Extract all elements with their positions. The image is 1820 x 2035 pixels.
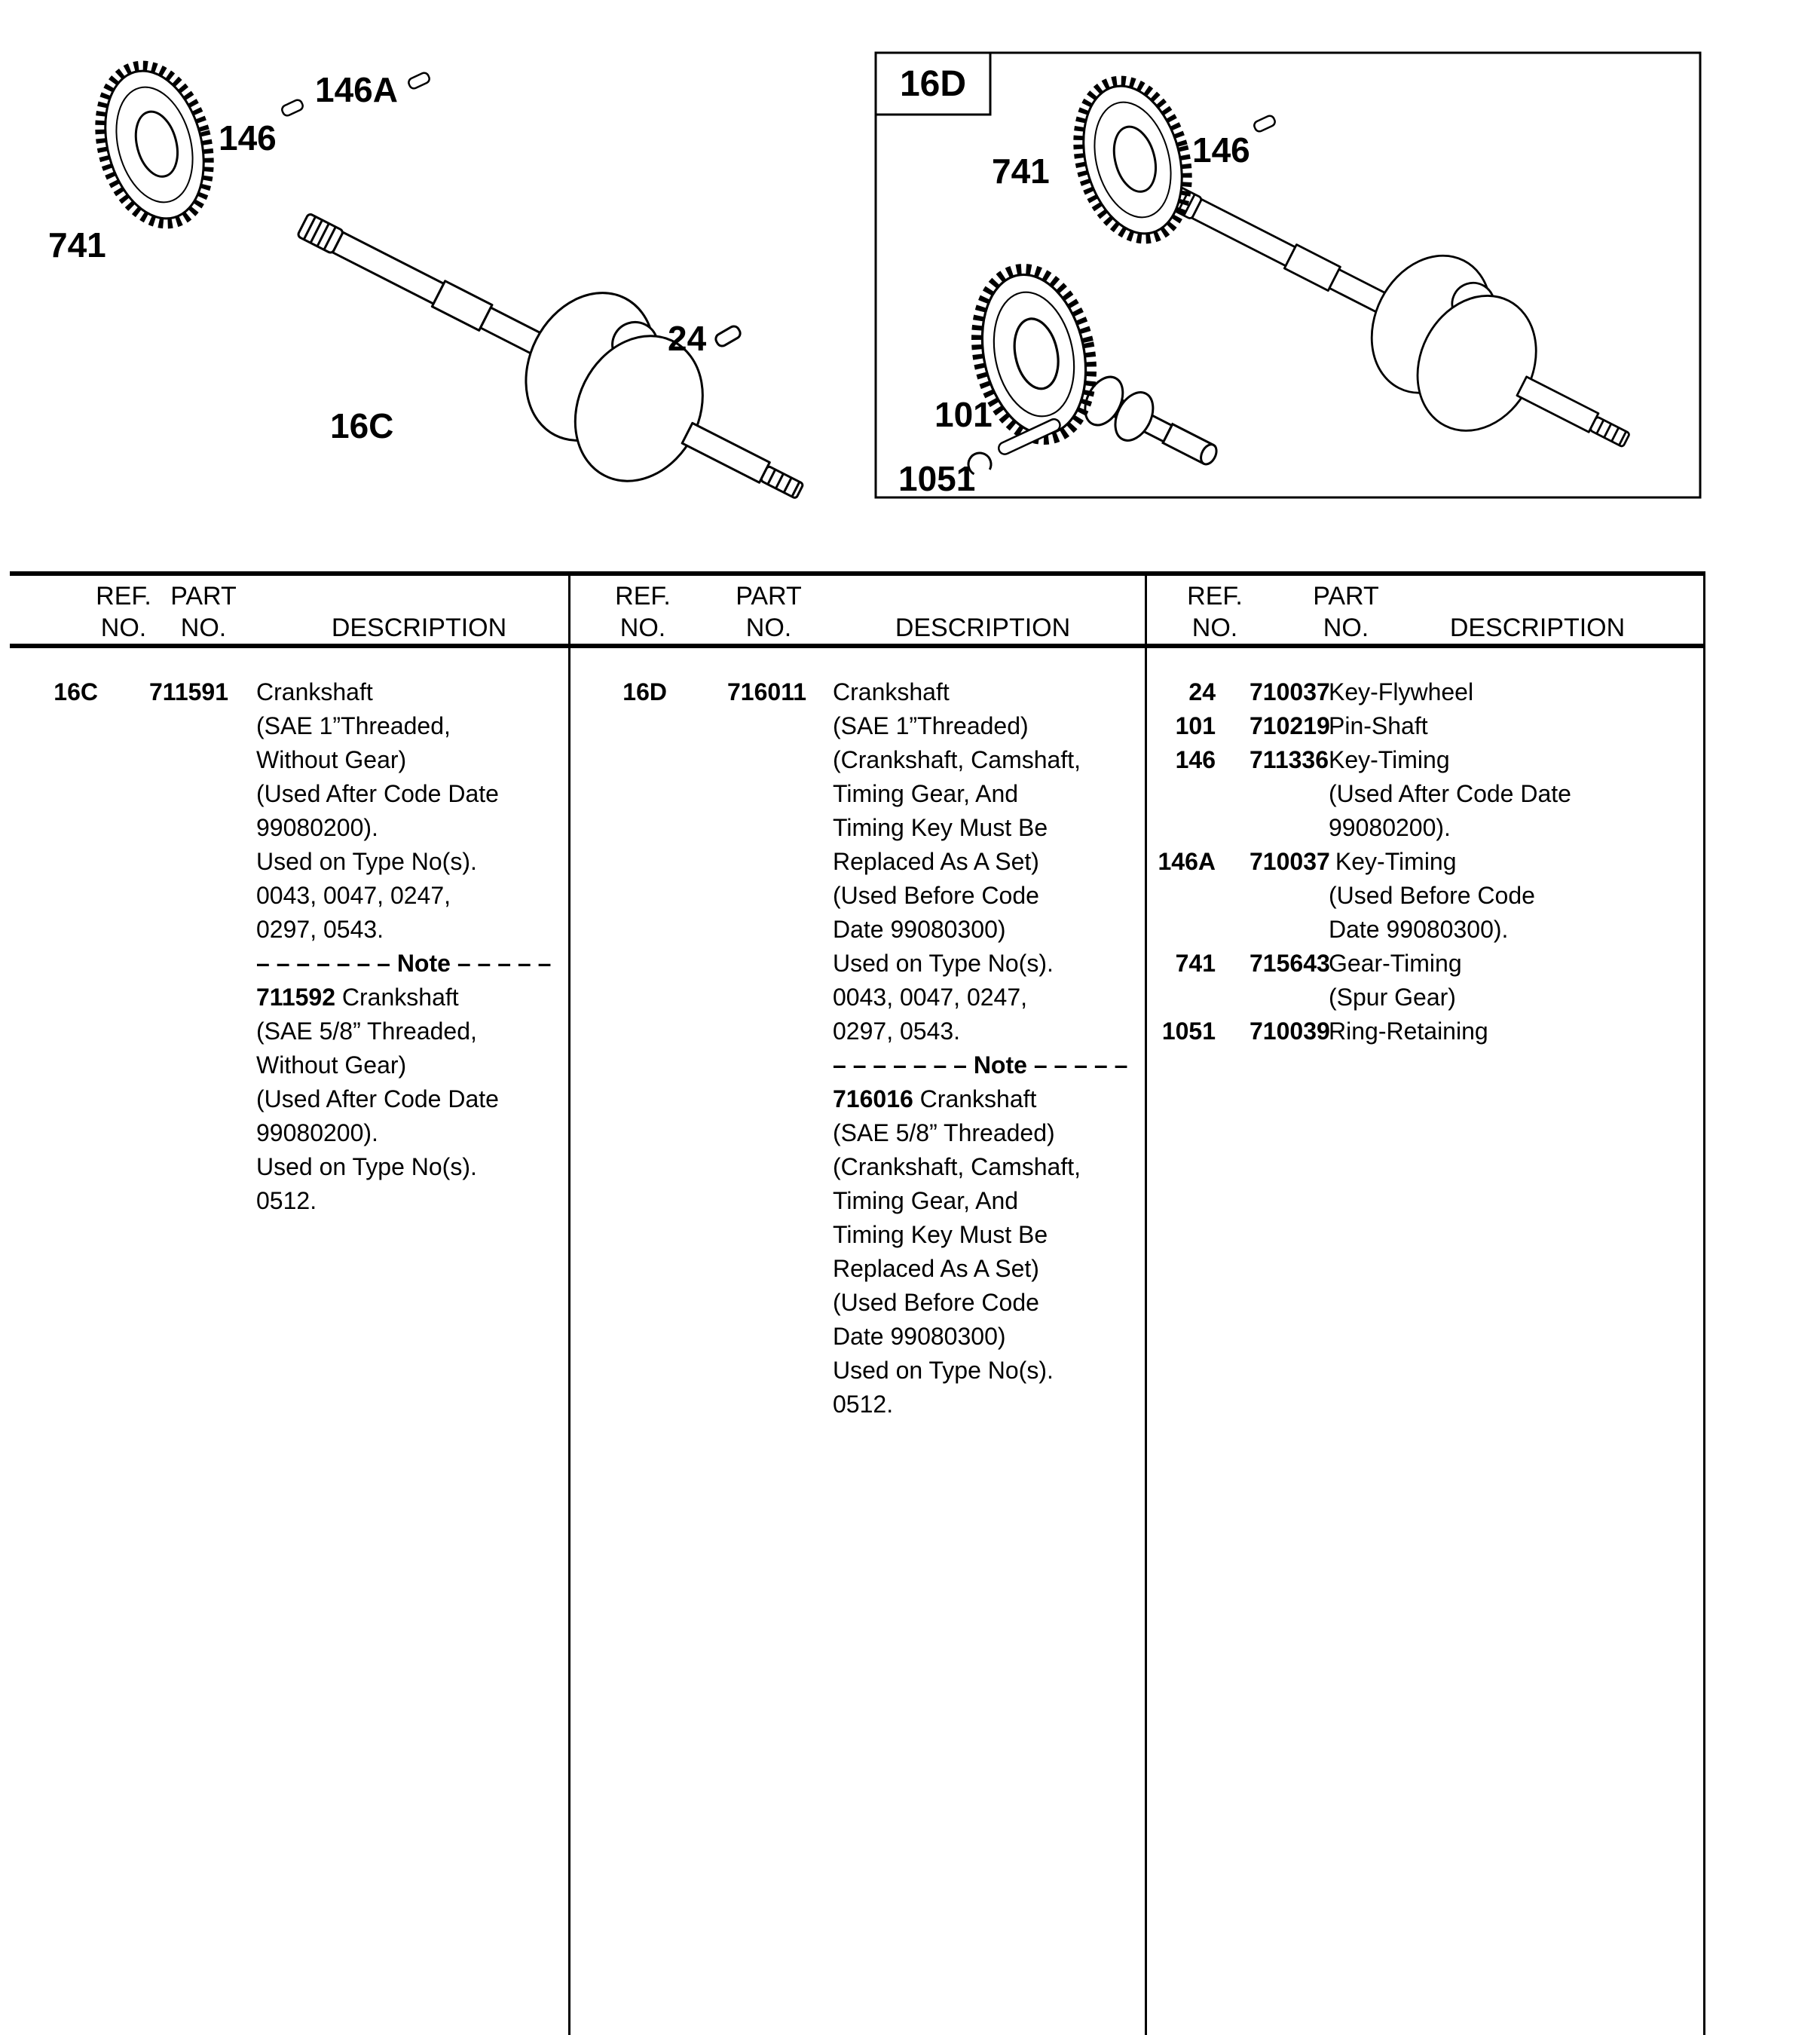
table-desc-cell: 716016 Crankshaft	[833, 1085, 1037, 1112]
table-desc-cell: Timing Gear, And	[833, 780, 1019, 807]
table-desc-cell: – – – – – – – Note – – – – –	[256, 950, 552, 977]
key-146a-icon	[407, 72, 430, 90]
table-desc-cell: (SAE 5/8” Threaded)	[833, 1119, 1055, 1146]
table-desc-cell: (Used After Code Date	[256, 780, 499, 807]
table-desc-cell: Crankshaft	[833, 678, 950, 705]
table-desc-cell: 0297, 0543.	[833, 1017, 961, 1045]
header-part-label: NO.	[1323, 614, 1369, 642]
table-desc-cell: Used on Type No(s).	[256, 848, 477, 875]
table-ref-cell: 16D	[622, 678, 667, 705]
table-desc-cell: Replaced As A Set)	[833, 1255, 1039, 1282]
table-desc-cell: 0043, 0047, 0247,	[256, 882, 451, 909]
table-divider-2	[1145, 573, 1147, 2035]
table-part-cell: 715643	[1250, 950, 1330, 977]
table-desc-cell: 99080200).	[1329, 814, 1451, 841]
table-desc-cell: Without Gear)	[256, 746, 407, 773]
callout-741-right: 741	[992, 151, 1050, 191]
table-desc-cell: (SAE 1”Threaded,	[256, 712, 451, 739]
callout-24: 24	[668, 319, 707, 358]
callout-16c: 16C	[330, 406, 394, 445]
callout-146-right: 146	[1192, 130, 1250, 170]
table-part-cell: 711591	[149, 678, 229, 705]
table-desc-cell: 99080200).	[256, 1119, 378, 1146]
header-ref-label: REF.	[96, 582, 151, 610]
table-desc-cell: Timing Key Must Be	[833, 814, 1048, 841]
header-description-label: DESCRIPTION	[895, 614, 1071, 642]
table-desc-cell: 711592 Crankshaft	[256, 984, 459, 1011]
table-header-separator	[10, 644, 1705, 648]
table-desc-cell: Key-Flywheel	[1329, 678, 1474, 705]
header-ref-label: REF.	[1187, 582, 1243, 610]
table-desc-cell: (Used After Code Date	[1329, 780, 1571, 807]
key-24-icon	[714, 324, 742, 347]
table-desc-cell: 0512.	[833, 1391, 894, 1418]
table-desc-cell: 99080200).	[256, 814, 378, 841]
table-desc-cell: Without Gear)	[256, 1051, 407, 1079]
table-part-cell: 710037	[1250, 678, 1330, 705]
table-ref-cell: 16C	[54, 678, 98, 705]
table-desc-cell: – – – – – – – Note – – – – –	[833, 1051, 1128, 1079]
table-desc-cell: Used on Type No(s).	[833, 1357, 1054, 1384]
table-ref-cell: 1051	[1161, 1017, 1216, 1045]
table-part-cell: 711336	[1250, 746, 1329, 773]
table-desc-cell: 0043, 0047, 0247,	[833, 984, 1028, 1011]
callout-146-left: 146	[219, 118, 277, 158]
table-desc-cell: Pin-Shaft	[1329, 712, 1428, 739]
table-desc-cell: (Crankshaft, Camshaft,	[833, 746, 1081, 773]
table-desc-cell: (SAE 5/8” Threaded,	[256, 1017, 477, 1045]
table-desc-cell: (Spur Gear)	[1329, 984, 1456, 1011]
table-divider-1	[568, 573, 570, 2035]
header-part-label: PART	[736, 582, 802, 610]
table-ref-cell: 146	[1175, 746, 1216, 773]
callout-101: 101	[934, 395, 993, 434]
table-desc-cell: (Used Before Code	[833, 882, 1039, 909]
table-desc-cell: (Used After Code Date	[256, 1085, 499, 1112]
table-desc-cell: Date 99080300)	[833, 916, 1006, 943]
table-desc-cell: Key-Timing	[1329, 746, 1450, 773]
table-desc-cell: Ring-Retaining	[1329, 1017, 1488, 1045]
table-desc-cell: Date 99080300)	[833, 1323, 1006, 1350]
table-desc-cell: Replaced As A Set)	[833, 848, 1039, 875]
table-desc-cell: (Crankshaft, Camshaft,	[833, 1153, 1081, 1180]
callout-741-left: 741	[48, 225, 106, 265]
table-part-cell: 710039	[1250, 1017, 1330, 1045]
table-top-border	[10, 571, 1705, 576]
table-part-cell: 710219	[1250, 712, 1330, 739]
table-desc-cell: Date 99080300).	[1329, 916, 1509, 943]
header-description-label: DESCRIPTION	[1449, 614, 1626, 642]
left-crankshaft-16c	[264, 153, 842, 558]
header-ref-label: NO.	[100, 614, 147, 642]
table-desc-cell: 0512.	[256, 1187, 317, 1214]
header-part-label: PART	[170, 582, 237, 610]
table-desc-cell: Timing Gear, And	[833, 1187, 1019, 1214]
callout-146a: 146A	[315, 70, 398, 109]
table-desc-cell: (Used Before Code	[1329, 882, 1535, 909]
table-desc-cell: Crankshaft	[256, 678, 373, 705]
table-right-border	[1703, 573, 1705, 2035]
table-ref-cell: 24	[1188, 678, 1216, 705]
table-part-cell: 716011	[727, 678, 807, 705]
header-part-label: PART	[1313, 582, 1379, 610]
table-desc-cell: Gear-Timing	[1329, 950, 1462, 977]
table-desc-cell: Key-Timing	[1329, 848, 1457, 875]
header-ref-label: REF.	[615, 582, 671, 610]
table-part-cell: 710037	[1250, 848, 1330, 875]
header-ref-label: NO.	[1191, 614, 1238, 642]
table-desc-cell: Timing Key Must Be	[833, 1221, 1048, 1248]
header-part-label: NO.	[745, 614, 792, 642]
table-desc-cell: (Used Before Code	[833, 1289, 1039, 1316]
table-desc-cell: 0297, 0543.	[256, 916, 384, 943]
header-description-label: DESCRIPTION	[331, 614, 507, 642]
table-desc-cell: Used on Type No(s).	[833, 950, 1054, 977]
key-146-icon	[280, 99, 304, 118]
callout-1051: 1051	[898, 459, 976, 498]
table-ref-cell: 741	[1175, 950, 1216, 977]
table-desc-cell: (SAE 1”Threaded)	[833, 712, 1029, 739]
table-ref-cell: 146A	[1158, 848, 1216, 875]
table-ref-cell: 101	[1175, 712, 1216, 739]
header-ref-label: NO.	[619, 614, 666, 642]
callout-16d: 16D	[899, 64, 967, 104]
left-timing-gear-741	[84, 54, 226, 236]
header-part-label: NO.	[180, 614, 227, 642]
table-desc-cell: Used on Type No(s).	[256, 1153, 477, 1180]
